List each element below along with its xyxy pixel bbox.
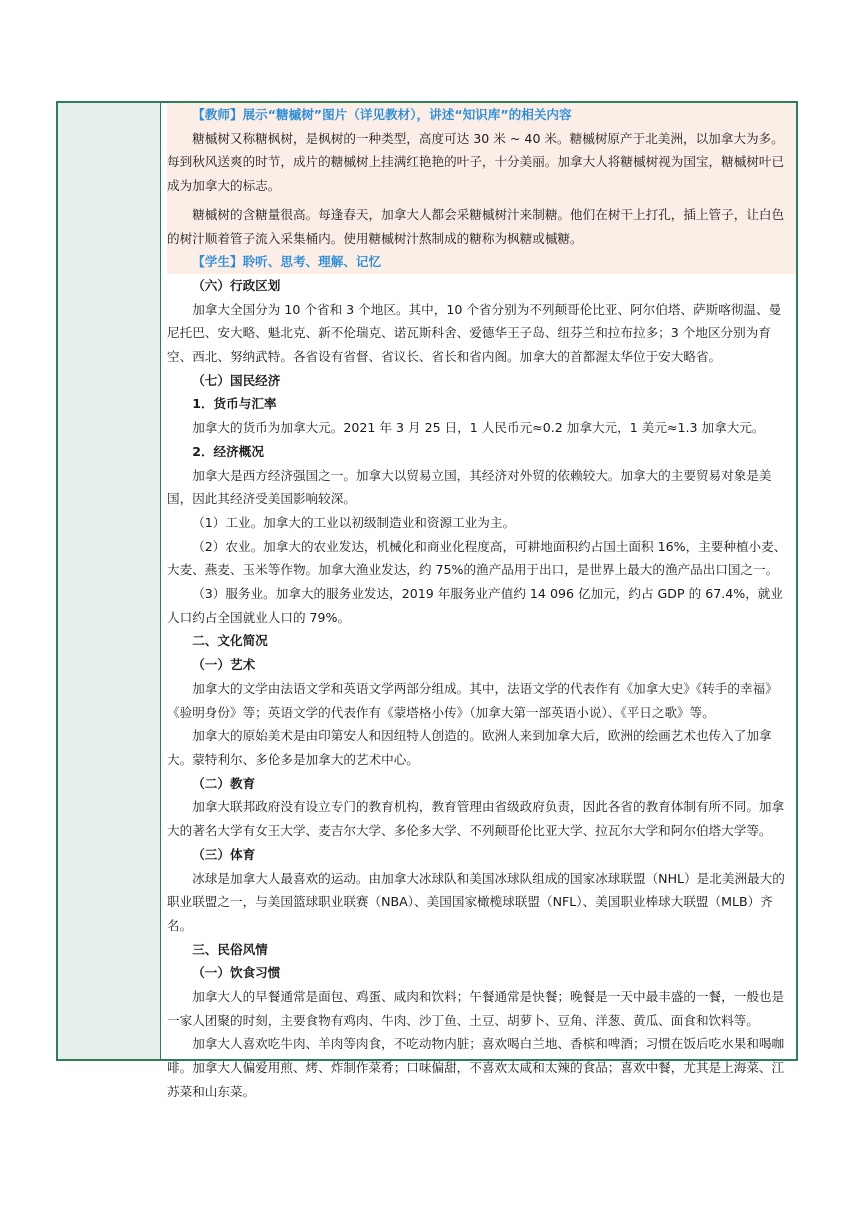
maple-paragraph-1: 糖槭树又称糖枫树，是枫树的一种类型，高度可达 30 米 ~ 40 米。糖槭树原产于北美洲，以加拿大为多。每到秋风送爽的时节，成片的糖槭树上挂满红艳艳的叶子，十分美丽。加拿大人将糖槭树视为国宝，糖槭树叶已成为加拿大的标志。 [167,130,785,194]
overview-heading: 2．经济概况 [192,443,264,459]
diet-paragraph-1: 加拿大人的早餐通常是面包、鸡蛋、咸肉和饮料；午餐通常是快餐；晚餐是一天中最丰盛的一餐，一般也是一家人团聚的时刻，主要食物有鸡肉、牛肉、沙丁鱼、土豆、胡萝卜、豆角、洋葱、黄瓜、面食和饮料等。 [167,989,785,1028]
diet-paragraph-2: 加拿大人喜欢吃牛肉、羊肉等肉食，不吃动物内脏；喜欢喝白兰地、香槟和啤酒；习惯在饭后吃水果和喝咖啡。加拿大人偏爱用煎、烤、炸制作菜肴；口味偏甜，不喜欢太咸和太辣的食品；喜欢中餐，尤其是上海菜、江苏菜和山东菜。 [167,1036,785,1099]
overview-paragraph: 加拿大是西方经济强国之一。加拿大以贸易立国，其经济对外贸的依赖较大。加拿大的主要贸易对象是美国，因此其经济受美国影响较深。 [167,467,772,507]
agriculture-paragraph: （2）农业。加拿大的农业发达，机械化和商业化程度高，可耕地面积约占国土面积 16%，主要种植小麦、大麦、燕麦、玉米等作物。加拿大渔业发达，约 75%的渔产品用于出口，是世界上最大的渔产品出口国之一。 [167,538,787,578]
economy-heading: （七）国民经济 [192,372,281,388]
content-column [161,103,796,1099]
student-line: 【学生】聆听、思考、理解、记忆 [192,254,382,270]
art-heading: （一）艺术 [192,657,256,673]
industry-paragraph: （1）工业。加拿大的工业以初级制造业和资源工业为主。 [192,514,516,530]
knowledge-box [167,103,796,274]
diet-heading: （一）饮食习惯 [192,965,281,981]
currency-paragraph: 加拿大的货币为加拿大元。2021 年 3 月 25 日，1 人民币元≈0.2 加拿大元，1 美元≈1.3 加拿大元。 [192,420,765,436]
customs-heading: 三、民俗风情 [192,941,268,957]
sports-paragraph: 冰球是加拿大人最喜欢的运动。由加拿大冰球队和美国冰球队组成的国家冰球联盟（NHL）是北美洲最大的职业联盟之一，与美国篮球职业联赛（NBA）、美国国家橄榄球联盟（NFL）、美国职业棒球大联盟（MLB）齐名。 [167,870,785,933]
admin-heading: （六）行政区划 [192,277,281,293]
maple-paragraph-2: 糖槭树的含糖量很高。每逢春天，加拿大人都会采糖槭树汁来制糖。他们在树干上打孔，插上管子，让白色的树汁顺着管子流入采集桶内。使用糖槭树汁熬制成的糖称为枫糖或槭糖。 [167,206,785,246]
lesson-table [56,101,798,1099]
education-paragraph: 加拿大联邦政府没有设立专门的教育机构，教育管理由省级政府负责，因此各省的教育体制有所不同。加拿大的著名大学有女王大学、麦吉尔大学、多伦多大学、不列颠哥伦比亚大学、拉瓦尔大学和阿尔伯塔大学等。 [167,799,785,839]
culture-heading: 二、文化简况 [192,633,268,649]
admin-paragraph: 加拿大全国分为 10 个省和 3 个地区。其中，10 个省分别为不列颠哥伦比亚、阿尔伯塔、萨斯喀彻温、曼尼托巴、安大略、魁北克、新不伦瑞克、诺瓦斯科舍、爱德华王子岛、纽芬兰和拉布拉多；3 个地区分别为育空、西北、努纳武特。各省设有省督、省议长、省长和省内阁。加拿大的首都渥太华位于安大略省。 [167,301,782,365]
education-heading: （二）教育 [192,775,256,791]
service-paragraph: （3）服务业。加拿大的服务业发达，2019 年服务业产值约 14 096 亿加元，约占 GDP 的 67.4%，就业人口约占全国就业人口的 79%。 [167,586,783,625]
sports-heading: （三）体育 [192,846,256,862]
teacher-line: 【教师】展示“糖槭树”图片（详见教材），讲述“知识库”的相关内容 [192,107,572,122]
left-column [58,103,161,1059]
art-paragraph-1: 加拿大的文学由法语文学和英语文学两部分组成。其中，法语文学的代表作有《加拿大史》《转手的幸福》《验明身份》等；英语文学的代表作有《蒙塔格小传》（加拿大第一部英语小说）、《平日之歌》等。 [167,680,778,720]
art-paragraph-2: 加拿大的原始美术是由印第安人和因纽特人创造的。欧洲人来到加拿大后，欧洲的绘画艺术也传入了加拿大。蒙特利尔、多伦多是加拿大的艺术中心。 [167,728,772,767]
currency-heading: 1．货币与汇率 [192,396,277,412]
